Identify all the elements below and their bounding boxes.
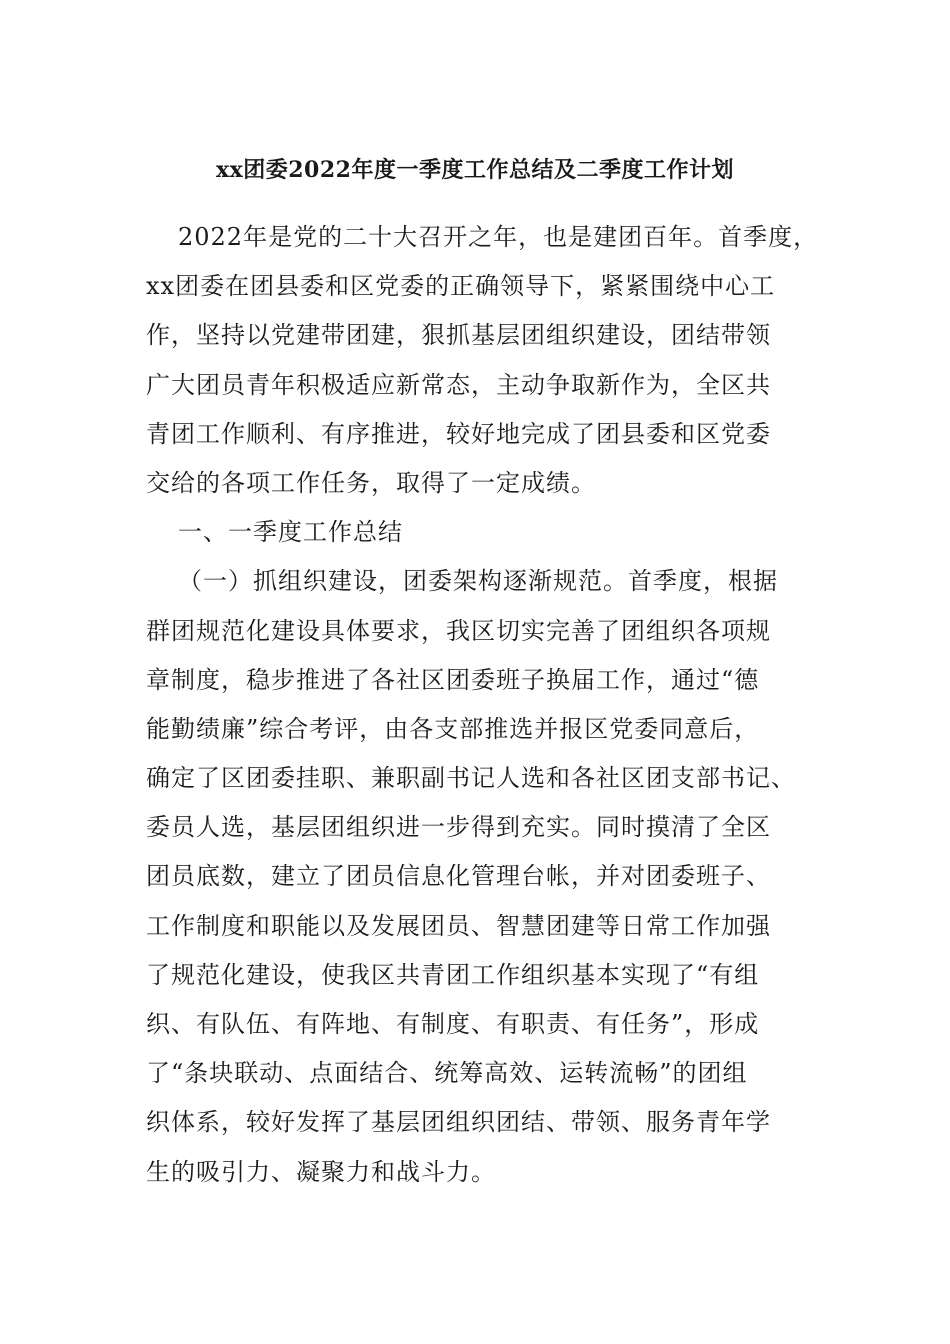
paragraph-line: 生的吸引力、凝聚力和战斗力。 xyxy=(146,1157,496,1186)
paragraph-line: 委员人选，基层团组织进一步得到充实。同时摸清了全区 xyxy=(146,813,771,842)
paragraph-line: 团员底数，建立了团员信息化管理台帐，并对团委班子、 xyxy=(146,862,771,891)
paragraph-line: 交给的各项工作任务，取得了一定成绩。 xyxy=(146,468,596,497)
paragraph-line: （一）抓组织建设，团委架构逐渐规范。首季度，根据 xyxy=(178,567,778,596)
paragraph-line: 能勤绩廉”综合考评，由各支部推选并报区党委同意后， xyxy=(146,714,760,743)
paragraph-line: 青团工作顺利、有序推进，较好地完成了团县委和区党委 xyxy=(146,419,771,448)
paragraph-line: 工作制度和职能以及发展团员、智慧团建等日常工作加强 xyxy=(146,911,771,940)
paragraph-line: 2022年是党的二十大召开之年，也是建团百年。首季度， xyxy=(178,223,819,251)
paragraph-line: 织、有队伍、有阵地、有制度、有职责、有任务”，形成 xyxy=(146,1010,760,1038)
paragraph-line: 确定了区团委挂职、兼职副书记人选和各社区团支部书记、 xyxy=(146,764,796,793)
paragraph-line: 章制度，稳步推进了各社区团委班子换届工作，通过“德 xyxy=(146,665,760,694)
section-heading: 一、一季度工作总结 xyxy=(178,518,403,547)
paragraph-line: 了规范化建设，使我区共青团工作组织基本实现了“有组 xyxy=(146,960,760,989)
paragraph-line: 了“条块联动、点面结合、统筹高效、运转流畅”的团组 xyxy=(146,1059,748,1088)
paragraph-line: 广大团员青年积极适应新常态，主动争取新作为，全区共 xyxy=(146,370,771,399)
paragraph-line: 群团规范化建设具体要求，我区切实完善了团组织各项规 xyxy=(146,616,771,645)
document-title: xx团委2022年度一季度工作总结及二季度工作计划 xyxy=(216,157,734,183)
paragraph-line: 作，坚持以党建带团建，狠抓基层团组织建设，团结带领 xyxy=(146,321,771,350)
document-body xyxy=(146,213,819,1197)
paragraph-line: xx团委在团县委和区党委的正确领导下，紧紧围绕中心工 xyxy=(146,272,776,301)
paragraph-line: 织体系，较好发挥了基层团组织团结、带领、服务青年学 xyxy=(146,1108,771,1137)
